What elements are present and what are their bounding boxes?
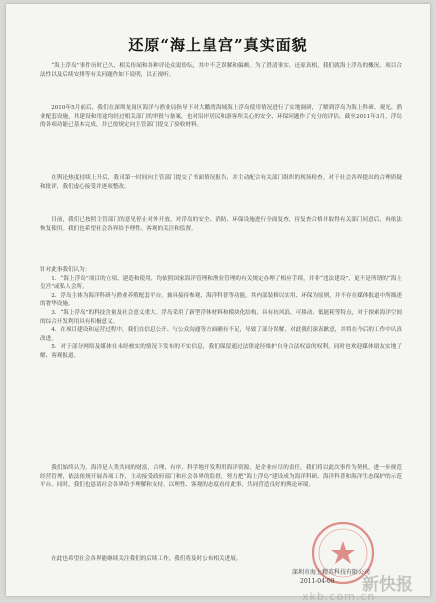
intro-paragraph: “海上浮岛”事件历时已久，相关传闻和各种评论众说纷纭，其中不乏误解和偏颇。为了澄清事实、还原真相，我们就海上浮岛的概况、项目合法性以及后续安排等有关问题作如下说明，以正视听。 [40, 63, 402, 78]
issue-item: 1．“海上浮岛”项目的立项、建造和使用，均依照国家海洋管理和渔业管理的有关规定办理了相应手续，并非“违法建设”，更不是所谓的“海上皇宫”或私人会所。 [40, 275, 402, 291]
signature-date: 2011-04-09 [300, 578, 335, 585]
conclusion-paragraph: 我们始终认为，海洋是人类共同的财富，合理、有序、科学地开发利用海洋资源，是企业应尽的责任。我们将以此次事件为契机，进一步规范经营管理，依法依规开展各项工作，主动接受政府部门和社会各界的监督，努力把“海上浮岛”建设成为海洋科研、海洋科普和海洋生态保护的示范平台。同时，我们也恳请社会各界给予理解和支持，以理性、客观的态度看待此事，共同营造良好的舆论环境。 [40, 465, 402, 489]
issue-item: 2．浮岛主体为海洋科研与渔业养殖配套平台，兼具接待参观、海洋科普等功能，其内部装修以实用、环保为原则，并不存在媒体报道中所描述的奢华设施。 [40, 292, 402, 308]
closing-paragraph: 在此也希望社会各界能继续关注我们的后续工作，我们将及时公布相关进展。 [51, 556, 242, 562]
issue-item: 4．在项目建设和运营过程中，我们在信息公开、与公众沟通等方面确有不足，导致了部分误解，对此我们深表歉意，并将在今后的工作中认真改进。 [40, 327, 402, 342]
issue-item: 3．“海上浮岛”的科技含量及社会意义重大。浮岛采用了新型浮体材料和模块化结构，具有抗风浪、可移动、低能耗等特点，对于探索海洋空间的综合开发利用具有积极意义。 [40, 309, 402, 325]
issues-heading: 针对此事我们认为： [40, 267, 91, 273]
document-title: 还原“海上皇宫”真实面貌 [128, 36, 308, 54]
response-paragraph: 在舆论热度持续上升后，我司第一时间向主管部门提交了书面情况报告，并主动配合有关部门组织的现场检查。对于社会各界提出的合理质疑和批评，我们虚心接受并逐项整改。 [40, 175, 402, 190]
conclusion-section [40, 464, 402, 490]
issue-item: 5．对于部分网络及媒体在未经核实的情况下发布的不实信息，我们保留通过法律途径维护自身合法权益的权利，同时也欢迎媒体朋友实地了解、客观报道。 [40, 344, 402, 359]
watermark-logo: 新快报 [362, 575, 413, 595]
plan-paragraph: 目前，我们已按照主管部门的意见停止对外开放，对浮岛的安全、消防、环保设施进行全面复查，待复查合格并取得有关部门同意后，再依法恢复使用。我们也希望社会各界给予理性、客观的关注和监督。 [40, 217, 402, 232]
background-section [40, 104, 402, 130]
document-page [6, 4, 430, 603]
intro-section [40, 62, 402, 79]
watermark-url: xkb.com.cn [302, 590, 376, 603]
seal-star [331, 541, 355, 564]
signer-name: 深圳市海上精英科技有限公司 [292, 569, 371, 576]
background-paragraph: 2010年5月前后，我们在深圳龙岗区海洋与渔业局指导下对大鹏湾海域海上浮岛使用情况进行了实地调研，了解到浮岛为海上科研、观光、渔业配套设施，其建设和用途均经过相关部门的审批与备案，也对沿岸居民和游客所关心的安全、环保问题作了充分的评估。截至2011年3月，浮岛的各项功能已基本完成，并已按规定向主管部门提交了验收材料。 [40, 105, 402, 129]
response-section [40, 174, 402, 191]
issues-section [40, 266, 402, 361]
plan-section [40, 216, 402, 233]
